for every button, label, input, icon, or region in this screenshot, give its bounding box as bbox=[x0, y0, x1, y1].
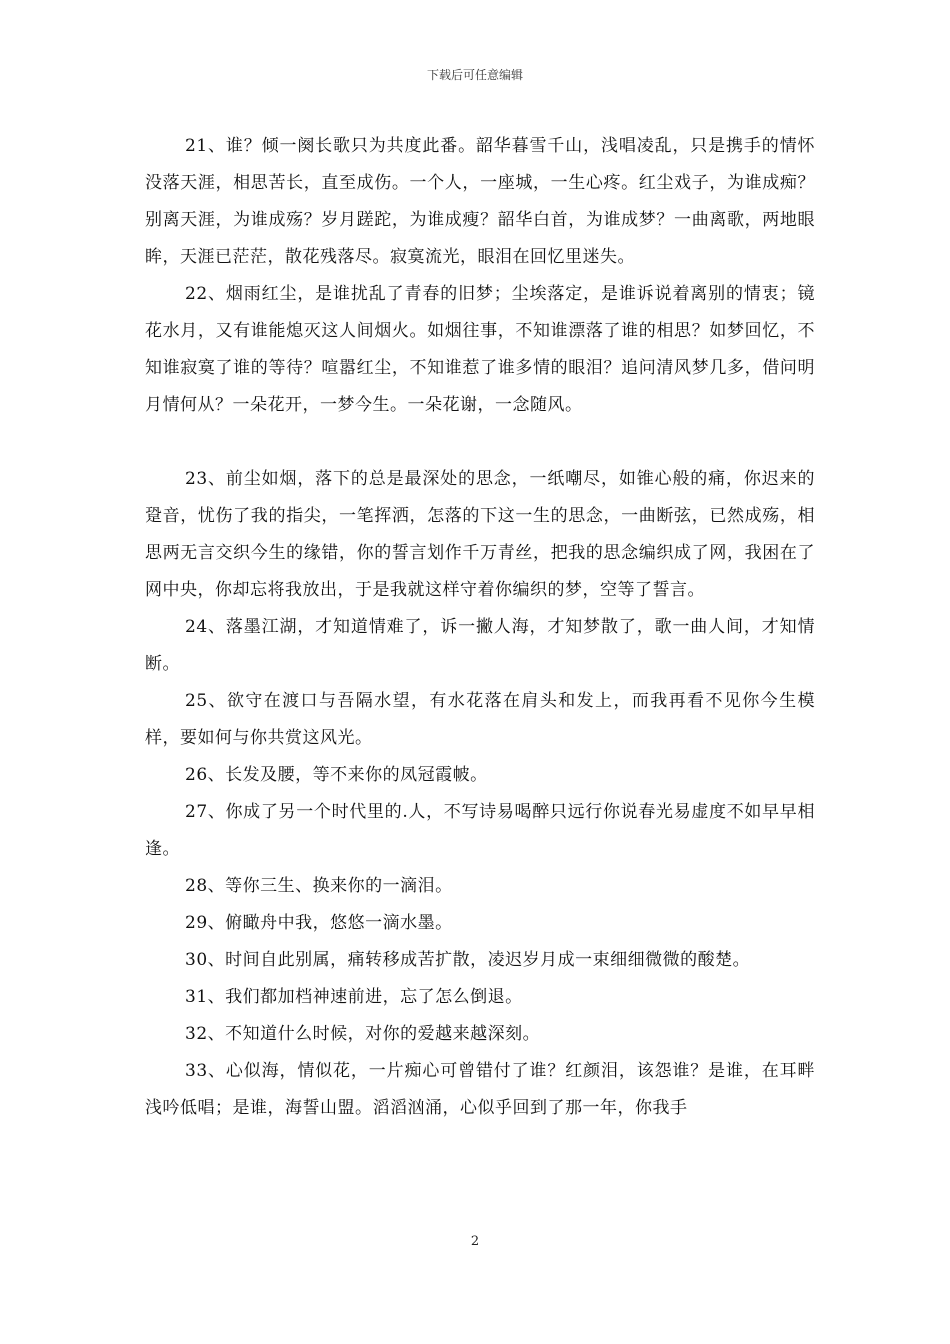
document-body bbox=[145, 128, 815, 1127]
paragraph-28: 28、等你三生、换来你的一滴泪。 bbox=[185, 876, 453, 896]
page-number: 2 bbox=[470, 1234, 480, 1249]
paragraph-24: 24、落墨江湖，才知道情难了，诉一撇人海，才知梦散了，歌一曲人间，才知情断。 bbox=[145, 617, 815, 674]
paragraph-29: 29、俯瞰舟中我，悠悠一滴水墨。 bbox=[185, 913, 453, 933]
paragraph-30: 30、时间自此别属，痛转移成苦扩散，凌迟岁月成一束细细微微的酸楚。 bbox=[185, 950, 751, 970]
paragraph-25: 25、欲守在渡口与吾隔水望，有水花落在肩头和发上，而我再看不见你今生模样，要如何与你共赏这风光。 bbox=[145, 691, 815, 748]
page-header-note: 下载后可任意编辑 bbox=[426, 68, 523, 82]
paragraph-spacer bbox=[145, 424, 815, 461]
paragraph-31: 31、我们都加档神速前进，忘了怎么倒退。 bbox=[185, 987, 523, 1007]
paragraph-21: 21、谁？倾一阕长歌只为共度此番。韶华暮雪千山，浅唱凌乱，只是携手的情怀没落天涯，相思苦长，直至成伤。一个人，一座城，一生心疼。红尘戏子，为谁成痴？别离天涯，为谁成殇？岁月蹉跎，为谁成瘦？韶华白首，为谁成梦？一曲离歌，两地眼眸，天涯已茫茫，散花残落尽。寂寞流光，眼泪在回忆里迷失。 bbox=[145, 136, 815, 267]
paragraph-33: 33、心似海，情似花，一片痴心可曾错付了谁？红颜泪，该怨谁？是谁，在耳畔浅吟低唱；是谁，海誓山盟。滔滔汹涌，心似乎回到了那一年，你我手 bbox=[145, 1061, 815, 1118]
paragraph-27: 27、你成了另一个时代里的.人，不写诗易喝醉只远行你说春光易虚度不如早早相逢。 bbox=[145, 802, 815, 859]
paragraph-22: 22、烟雨红尘，是谁扰乱了青春的旧梦；尘埃落定，是谁诉说着离别的情衷；镜花水月，又有谁能熄灭这人间烟火。如烟往事，不知谁漂落了谁的相思？如梦回忆，不知谁寂寞了谁的等待？喧嚣红尘，不知谁惹了谁多情的眼泪？追问清风梦几多，借问明月情何从？一朵花开，一梦今生。一朵花谢，一念随风。 bbox=[145, 284, 815, 415]
paragraph-23: 23、前尘如烟，落下的总是最深处的思念，一纸嘲尽，如锥心般的痛，你迟来的跫音，忧伤了我的指尖，一笔挥洒，怎落的下这一生的思念，一曲断弦，已然成殇，相思两无言交织今生的缘错，你的誓言划作千万青丝，把我的思念编织成了网，我困在了网中央，你却忘将我放出，于是我就这样守着你编织的梦，空等了誓言。 bbox=[145, 469, 815, 600]
paragraph-26: 26、长发及腰，等不来你的凤冠霞帔。 bbox=[185, 765, 488, 785]
paragraph-32: 32、不知道什么时候，对你的爱越来越深刻。 bbox=[185, 1024, 541, 1044]
